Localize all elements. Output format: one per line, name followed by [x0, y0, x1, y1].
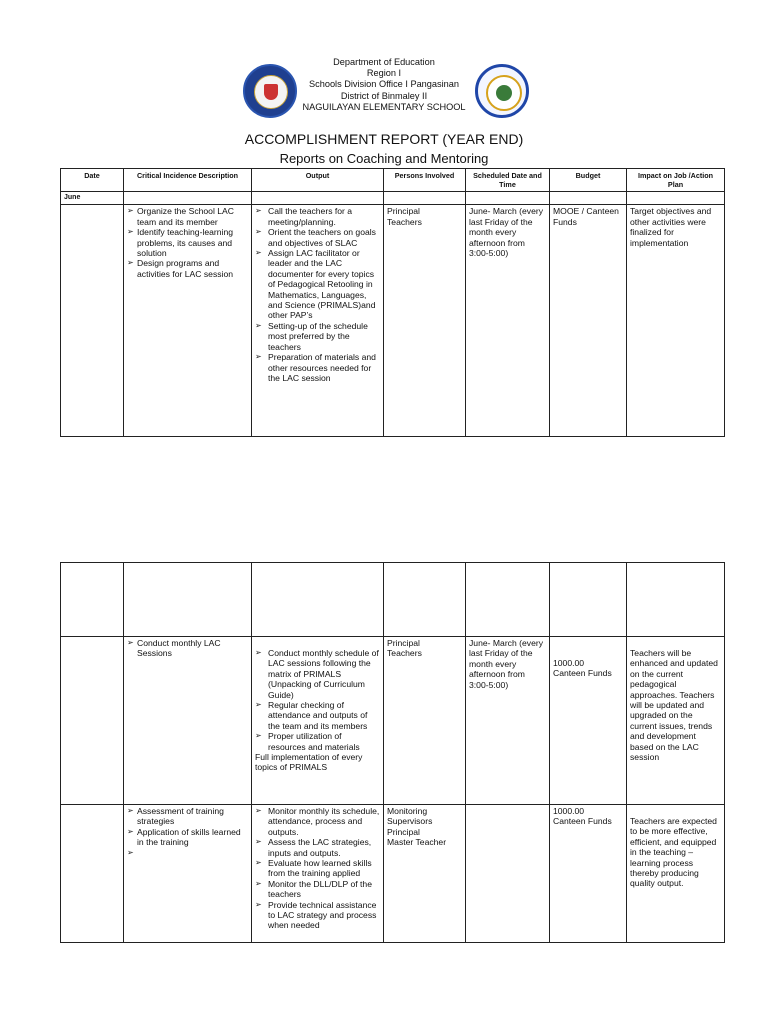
persons-cell: Principal Teachers: [384, 205, 466, 437]
column-header: Date: [61, 169, 124, 192]
date-cell: [61, 637, 124, 805]
letterhead-line: District of Binmaley II: [340, 90, 428, 101]
list-item: ➢ Regular checking of attendance and outputs of the team and its members: [255, 700, 380, 731]
column-header: Scheduled Date and Time: [466, 169, 550, 192]
list-item: ➢ Preparation of materials and other resources needed for the LAC session: [255, 352, 380, 383]
report-table-2: [60, 562, 725, 943]
impact-cell: Target objectives and other activities were finalized for implementation: [627, 205, 725, 437]
list-item: ➢ Organize the School LAC team and its member: [127, 206, 248, 227]
budget-cell: MOOE / Canteen Funds: [550, 205, 627, 437]
report-table-1: [60, 168, 725, 437]
list-item: ➢ Orient the teachers on goals and objectives of SLAC: [255, 227, 380, 248]
list-item: ➢ Application of skills learned in the training: [127, 827, 248, 848]
list-item: ➢ Assessment of training strategies: [127, 806, 248, 827]
list-item: ➢ Identify teaching-learning problems, its causes and solution: [127, 227, 248, 258]
column-header: Output: [252, 169, 384, 192]
schedule-cell: June- March (every last Friday of the month every afternoon from 3:00-5:00): [466, 205, 550, 437]
month-row: [61, 192, 725, 205]
date-cell: [61, 805, 124, 943]
persons-cell: Principal Teachers: [384, 637, 466, 805]
table-row: [61, 205, 725, 437]
budget-cell: 1000.00 Canteen Funds: [550, 805, 627, 943]
letterhead-line: Schools Division Office I Pangasinan: [309, 79, 459, 90]
persons-cell: Monitoring Supervisors Principal Master Teacher: [384, 805, 466, 943]
month-label: June: [61, 192, 124, 205]
critical-cell: [124, 205, 252, 437]
column-header: Persons Involved: [384, 169, 466, 192]
output-cell: [252, 637, 384, 805]
list-item: ➢ Monitor monthly its schedule, attendance, process and outputs.: [255, 806, 380, 837]
list-item: ➢ Provide technical assistance to LAC strategy and process when needed: [255, 900, 380, 931]
table-row: [61, 805, 725, 943]
column-header: Impact on Job /Action Plan: [627, 169, 725, 192]
letterhead: [0, 57, 768, 113]
table-row: [61, 637, 725, 805]
date-cell: [61, 205, 124, 437]
list-item: ➢ Setting-up of the schedule most preferred by the teachers: [255, 321, 380, 352]
list-item: ➢ Conduct monthly schedule of LAC sessions following the matrix of PRIMALS (Unpacking of Curriculum Guide): [255, 648, 380, 700]
list-item: ➢ Assign LAC facilitator or leader and the LAC documenter for every topics of Pedagogical Retooling in Mathematics, Languages, and Science (PRIMALS)and other PAP’s: [255, 248, 380, 321]
table-row: [61, 563, 725, 637]
output-note: Full implementation of every topics of PRIMALS: [255, 752, 363, 773]
list-item: ➢ Monitor the DLL/DLP of the teachers: [255, 879, 380, 900]
letterhead-line: NAGUILAYAN ELEMENTARY SCHOOL: [302, 101, 466, 112]
table-header-row: [61, 169, 725, 192]
output-cell: [252, 205, 384, 437]
letterhead-line: Department of Education: [333, 57, 435, 67]
impact-cell: Teachers will be enhanced and updated on the current pedagogical approaches. Teachers will be updated and upgraded on the current issues, trends and development based on the LAC session: [627, 637, 725, 805]
report-title: ACCOMPLISHMENT REPORT (YEAR END): [244, 131, 524, 147]
list-item: ➢ Proper utilization of resources and materials: [255, 731, 380, 752]
list-item: ➢ Conduct monthly LAC Sessions: [127, 638, 248, 659]
list-item: ➢ Assess the LAC strategies, inputs and outputs.: [255, 837, 380, 858]
critical-cell: [124, 805, 252, 943]
column-header: Critical Incidence Description: [124, 169, 252, 192]
letterhead-line: Region I: [366, 68, 402, 79]
schedule-cell: June- March (every last Friday of the month every afternoon from 3:00-5:00): [466, 637, 550, 805]
list-item: ➢ Call the teachers for a meeting/planning.: [255, 206, 380, 227]
impact-cell: Teachers are expected to be more effective, efficient, and equipped in the teaching – learning process thereby producing quality output.: [627, 805, 725, 943]
list-item: ➢ Design programs and activities for LAC session: [127, 258, 248, 279]
schedule-cell: [466, 805, 550, 943]
budget-cell: 1000.00 Canteen Funds: [550, 637, 627, 805]
list-item: ➢ Evaluate how learned skills from the training applied: [255, 858, 380, 879]
report-subtitle: Reports on Coaching and Mentoring: [279, 151, 489, 166]
column-header: Budget: [550, 169, 627, 192]
critical-cell: [124, 637, 252, 805]
output-cell: [252, 805, 384, 943]
